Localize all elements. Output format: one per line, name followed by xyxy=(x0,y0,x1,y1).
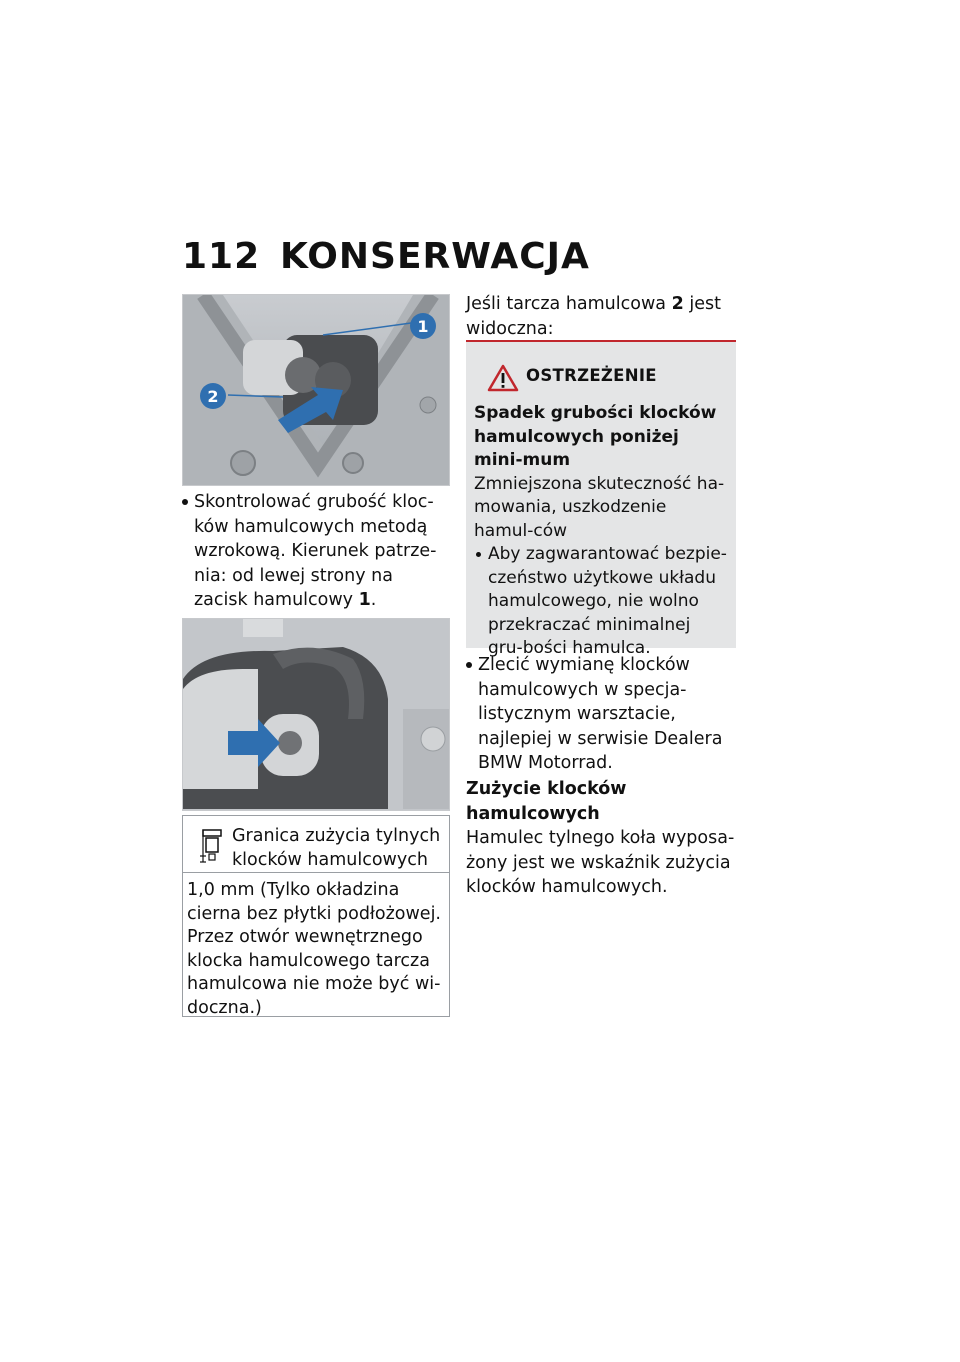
pad-view-image xyxy=(182,618,450,811)
callout-ref: 2 xyxy=(671,294,684,314)
wear-section xyxy=(466,777,736,900)
warning-triangle-icon xyxy=(487,364,519,396)
warning-box xyxy=(466,340,736,658)
section-title: Zużycie klocków hamulcowych xyxy=(466,779,627,824)
callout-ref: 1 xyxy=(358,590,371,610)
intro-text-b: jest widoczna: xyxy=(466,294,721,339)
callout-2: 2 xyxy=(207,387,219,406)
page-number: 112 xyxy=(182,236,261,277)
spec-value: 1,0 mm (Tylko okładzina cierna bez płytki podłożowej. Przez otwór wewnętrznego klocka hamulcowego tarcza hamulcowa nie może być wi-doczna.) xyxy=(187,880,441,1018)
list-item xyxy=(182,490,450,613)
caliper-overview-image xyxy=(182,294,450,486)
inspect-instruction xyxy=(182,490,450,613)
brake-pad-thickness-icon xyxy=(199,828,225,868)
spec-title: Granica zużycia tylnych klocków hamulcowych xyxy=(232,826,441,870)
intro-text xyxy=(466,292,736,341)
bullet-text: Skontrolować grubość kloc-ków hamulcowych metodą wzrokową. Kierunek patrze-nia: od lewej strony na zacisk hamulcowy xyxy=(194,492,437,610)
list-item: Zlecić wymianę klocków hamulcowych w specja-listycznym warsztacie, najlepiej w serwisie Dealera BMW Motorrad. xyxy=(466,653,736,776)
intro-text-a: Jeśli tarcza hamulcowa xyxy=(466,294,667,314)
bullet-end: . xyxy=(370,590,377,610)
warning-heading: Spadek grubości klocków hamulcowych poniżej mini-mum xyxy=(474,403,717,470)
spec-header xyxy=(183,816,449,873)
page-header xyxy=(182,236,590,277)
warning-label: OSTRZEŻENIE xyxy=(526,366,657,385)
callout-1: 1 xyxy=(417,317,429,336)
replace-instruction xyxy=(466,653,736,776)
chapter-title: KONSERWACJA xyxy=(280,236,590,277)
wear-limit-spec xyxy=(182,815,450,1017)
section-text: Hamulec tylnego koła wyposa-żony jest we wskaźnik zużycia klocków hamulcowych. xyxy=(466,828,735,897)
warning-bullet: Aby zagwarantować bezpie-czeństwo użytkowe układu hamulcowego, nie wolno przekraczać minimalnej gru-bości hamulca. xyxy=(474,543,728,661)
warning-text: Zmniejszona skuteczność ha-mowania, uszkodzenie hamul-ców xyxy=(474,473,725,541)
